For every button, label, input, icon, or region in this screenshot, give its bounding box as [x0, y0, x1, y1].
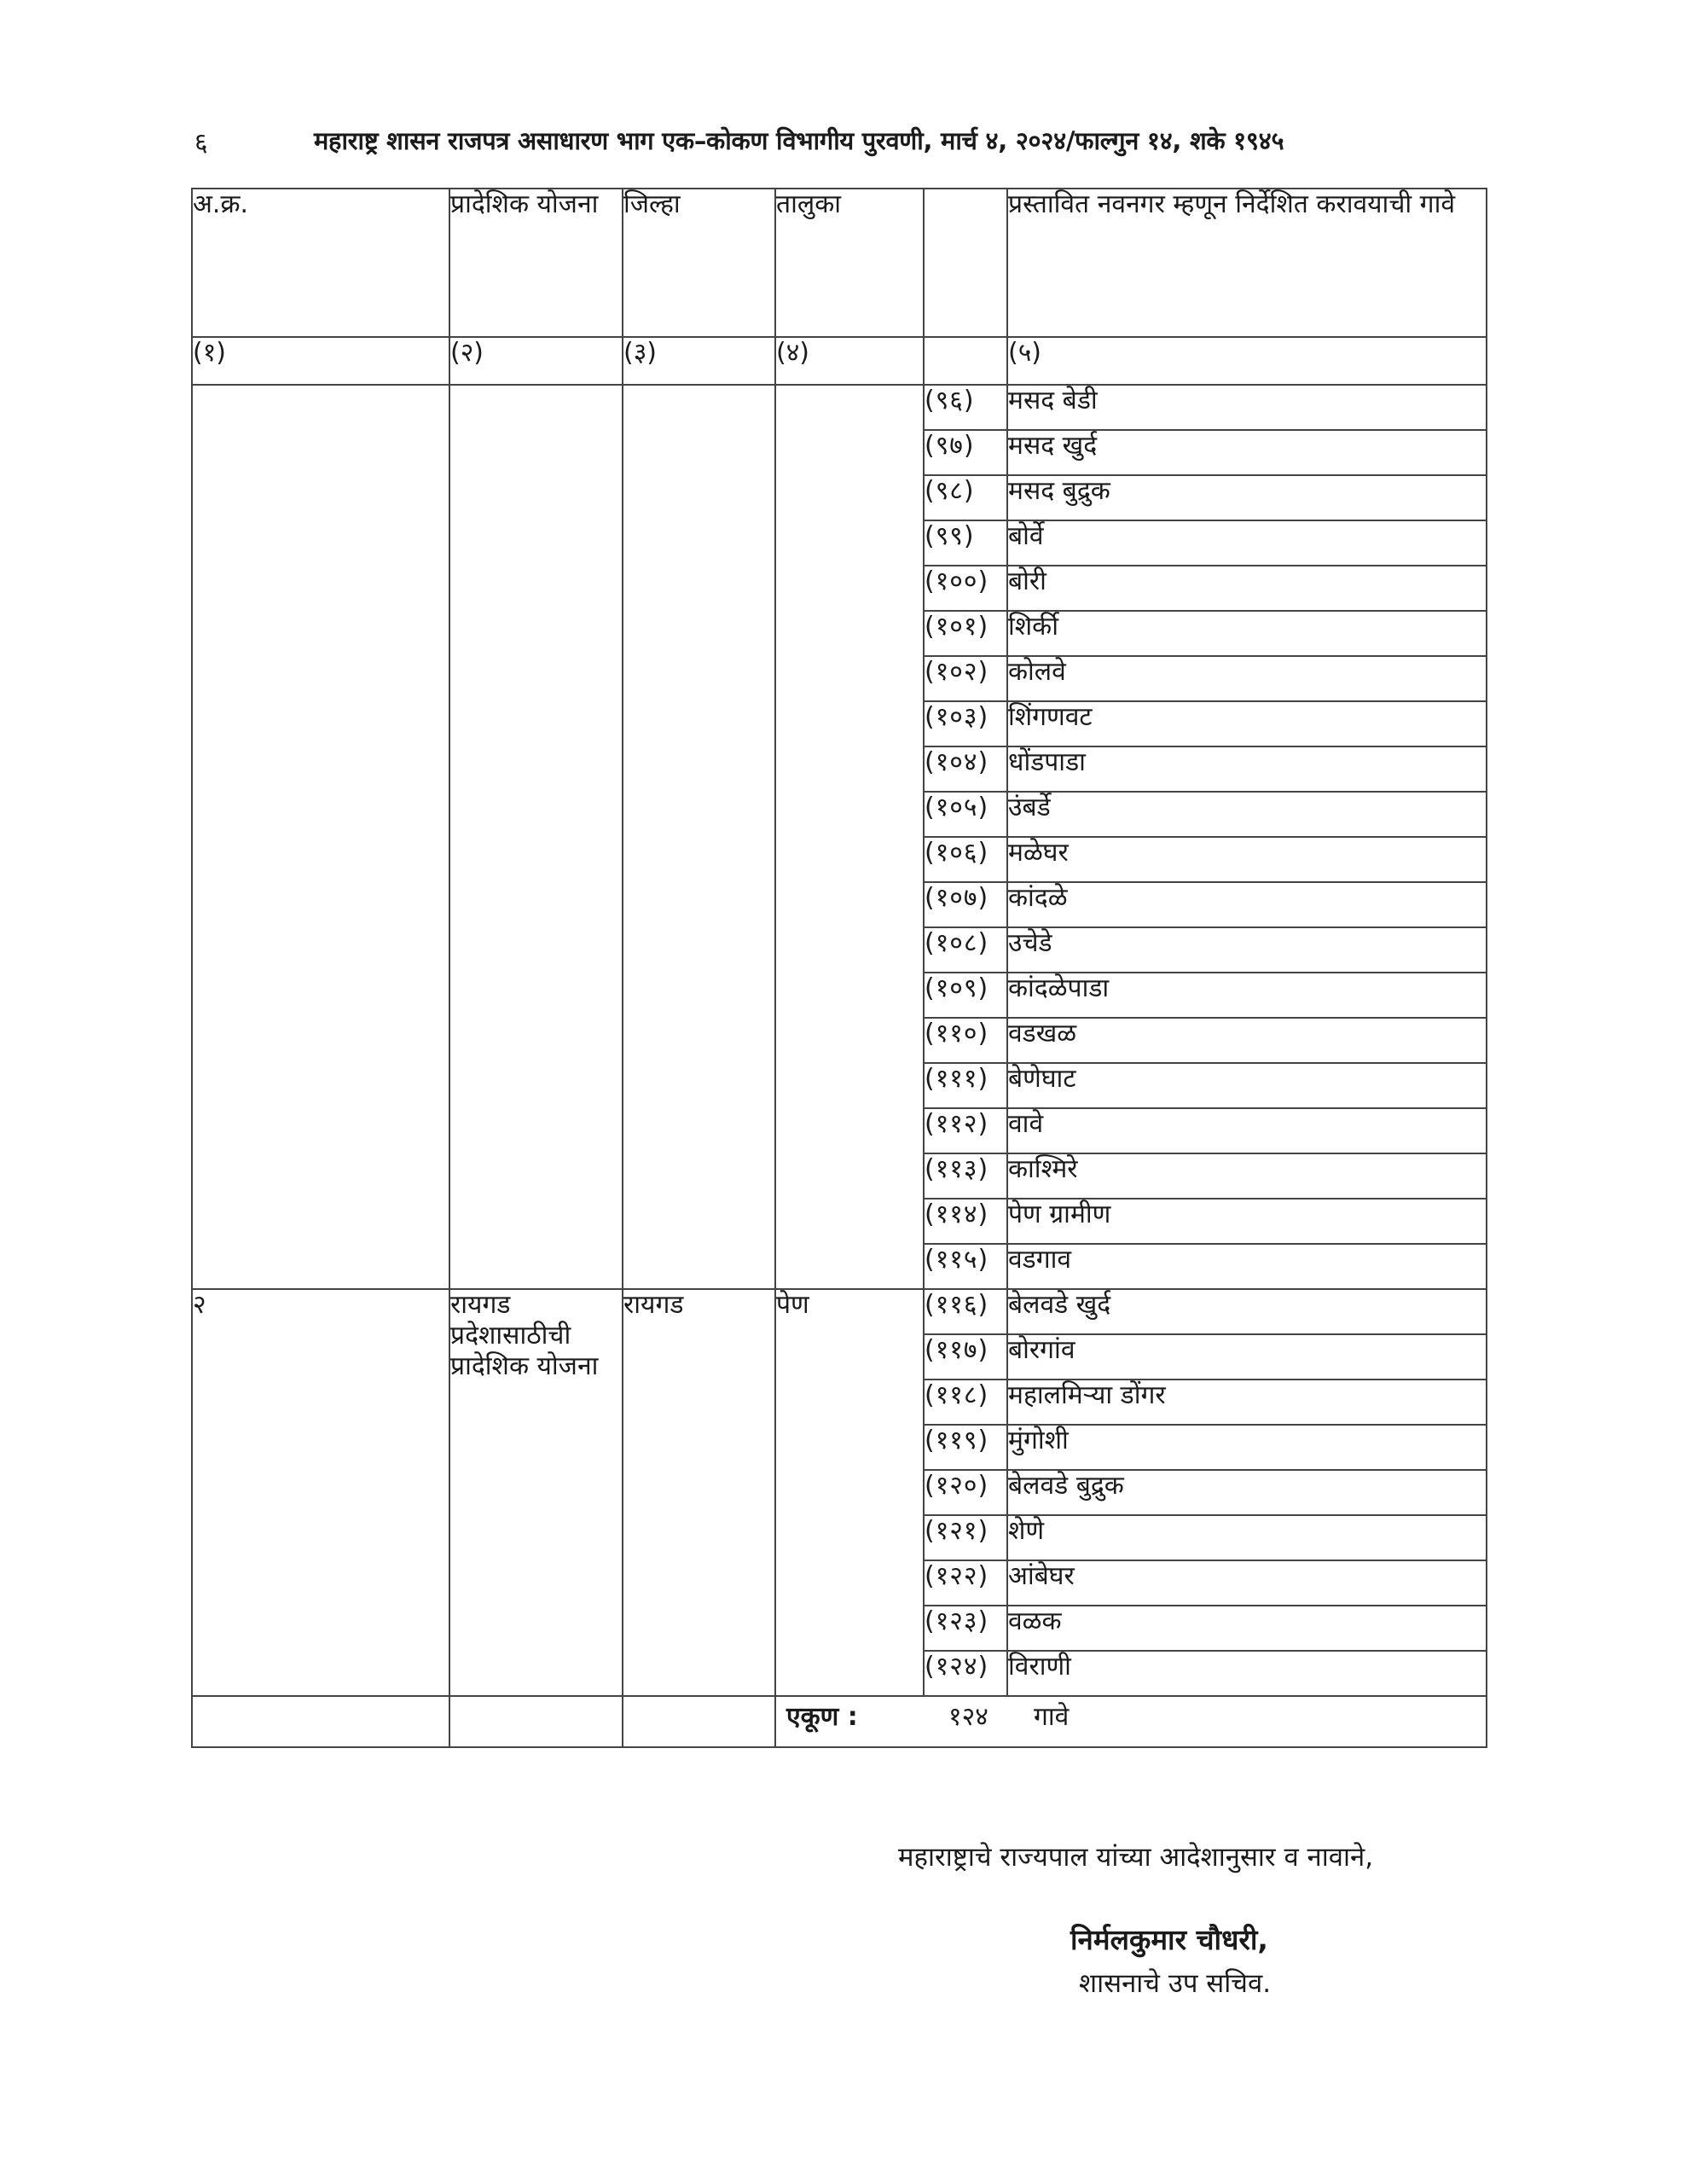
village-index: (१०७): [924, 882, 1007, 927]
village-name: बेलवडे खुर्द: [1007, 1289, 1487, 1334]
page-number: ६: [194, 128, 208, 158]
village-name: कोलवे: [1007, 656, 1487, 701]
village-name: शिर्की: [1007, 611, 1487, 656]
header-sr-no: अ.क्र.: [192, 189, 449, 337]
group1-taluka: [775, 385, 924, 1289]
village-index: (१२०): [924, 1470, 1007, 1515]
village-name: शेणे: [1007, 1515, 1487, 1560]
village-index: (१०९): [924, 973, 1007, 1018]
table-row: [192, 1289, 1487, 1334]
villages-table: [191, 188, 1487, 1748]
village-name: मळेघर: [1007, 837, 1487, 882]
village-index: (१०३): [924, 701, 1007, 746]
header-district: जिल्हा: [623, 189, 775, 337]
header-index: [924, 189, 1007, 337]
total-count: १२४: [948, 1702, 988, 1732]
village-index: (१२३): [924, 1606, 1007, 1651]
total-row: [192, 1696, 1487, 1747]
village-index: (९६): [924, 385, 1007, 430]
colnum-3: (३): [623, 337, 775, 385]
gazette-title: महाराष्ट्र शासन राजपत्र असाधारण भाग एक–कोकण विभागीय पुरवणी, मार्च ४, २०२४/फाल्गुन १४, शके १९४५: [314, 126, 1284, 155]
village-index: (९८): [924, 475, 1007, 520]
header-taluka: तालुका: [775, 189, 924, 337]
group2-district: रायगड: [623, 1289, 775, 1696]
village-name: कांदळेपाडा: [1007, 973, 1487, 1018]
colnum-4: (४): [775, 337, 924, 385]
village-name: बेलवडे बुद्रुक: [1007, 1470, 1487, 1515]
village-name: मसद खुर्द: [1007, 430, 1487, 475]
village-name: उचेडे: [1007, 927, 1487, 973]
colnum-blank: [924, 337, 1007, 385]
group2-regional-plan: रायगड प्रदेशासाठीची प्रादेशिक योजना: [449, 1289, 623, 1696]
village-index: (११९): [924, 1425, 1007, 1470]
village-name: शिंगणवट: [1007, 701, 1487, 746]
signatory-designation: शासनाचे उप सचिव.: [1079, 1968, 1272, 1999]
village-name: आंबेघर: [1007, 1560, 1487, 1606]
gazette-header: [194, 124, 1508, 166]
village-index: (१०१): [924, 611, 1007, 656]
village-name: कांदळे: [1007, 882, 1487, 927]
colnum-5: (५): [1007, 337, 1487, 385]
village-name: मसद बेडी: [1007, 385, 1487, 430]
village-name: वडखळ: [1007, 1018, 1487, 1063]
village-index: (१०८): [924, 927, 1007, 973]
group1-regional-plan: [449, 385, 623, 1289]
header-regional-plan: प्रादेशिक योजना: [449, 189, 623, 337]
header-villages: प्रस्तावित नवनगर म्हणून निर्देशित करावयाची गावे: [1007, 189, 1487, 337]
village-index: (१०६): [924, 837, 1007, 882]
colnum-2: (२): [449, 337, 623, 385]
colnum-1: (१): [192, 337, 449, 385]
village-index: (१२४): [924, 1651, 1007, 1696]
village-name: धोंडपाडा: [1007, 746, 1487, 792]
group2-taluka: पेण: [775, 1289, 924, 1696]
village-index: (१११): [924, 1063, 1007, 1108]
village-index: (१०४): [924, 746, 1007, 792]
total-empty-cell: [449, 1696, 623, 1747]
village-name: मसद बुद्रुक: [1007, 475, 1487, 520]
group1-sr-no: [192, 385, 449, 1289]
table-row: [192, 385, 1487, 430]
village-index: (१२२): [924, 1560, 1007, 1606]
column-number-row: [192, 337, 1487, 385]
total-unit: गावे: [1034, 1702, 1070, 1732]
village-name: महालमिऱ्या डोंगर: [1007, 1380, 1487, 1425]
village-name: उंबर्डे: [1007, 792, 1487, 837]
total-cell: [775, 1696, 1487, 1747]
village-index: (१०५): [924, 792, 1007, 837]
village-index: (११७): [924, 1334, 1007, 1380]
village-name: बोरी: [1007, 566, 1487, 611]
total-empty-cell: [192, 1696, 449, 1747]
total-label: एकूण :: [786, 1702, 858, 1732]
village-name: वडगाव: [1007, 1244, 1487, 1289]
village-name: काश्मिरे: [1007, 1153, 1487, 1199]
total-empty-cell: [623, 1696, 775, 1747]
village-name: विराणी: [1007, 1651, 1487, 1696]
village-name: पेण ग्रामीण: [1007, 1199, 1487, 1244]
village-name: वळक: [1007, 1606, 1487, 1651]
village-name: मुंगोशी: [1007, 1425, 1487, 1470]
village-index: (११६): [924, 1289, 1007, 1334]
village-name: बोर्वे: [1007, 520, 1487, 566]
village-index: (११४): [924, 1199, 1007, 1244]
village-index: (११८): [924, 1380, 1007, 1425]
village-name: वावे: [1007, 1108, 1487, 1153]
village-index: (११५): [924, 1244, 1007, 1289]
village-index: (१२१): [924, 1515, 1007, 1560]
group2-sr-no: २: [192, 1289, 449, 1696]
village-index: (११०): [924, 1018, 1007, 1063]
order-line: महाराष्ट्राचे राज्यपाल यांच्या आदेशानुसार व नावाने,: [898, 1842, 1374, 1873]
village-index: (११२): [924, 1108, 1007, 1153]
village-name: बेणेघाट: [1007, 1063, 1487, 1108]
village-index: (१००): [924, 566, 1007, 611]
village-index: (११३): [924, 1153, 1007, 1199]
table-header-row: [192, 189, 1487, 337]
village-index: (१०२): [924, 656, 1007, 701]
village-name: बोरगांव: [1007, 1334, 1487, 1380]
group1-district: [623, 385, 775, 1289]
signatory-name: निर्मलकुमार चौधरी,: [1070, 1923, 1268, 1956]
village-index: (९९): [924, 520, 1007, 566]
village-index: (९७): [924, 430, 1007, 475]
